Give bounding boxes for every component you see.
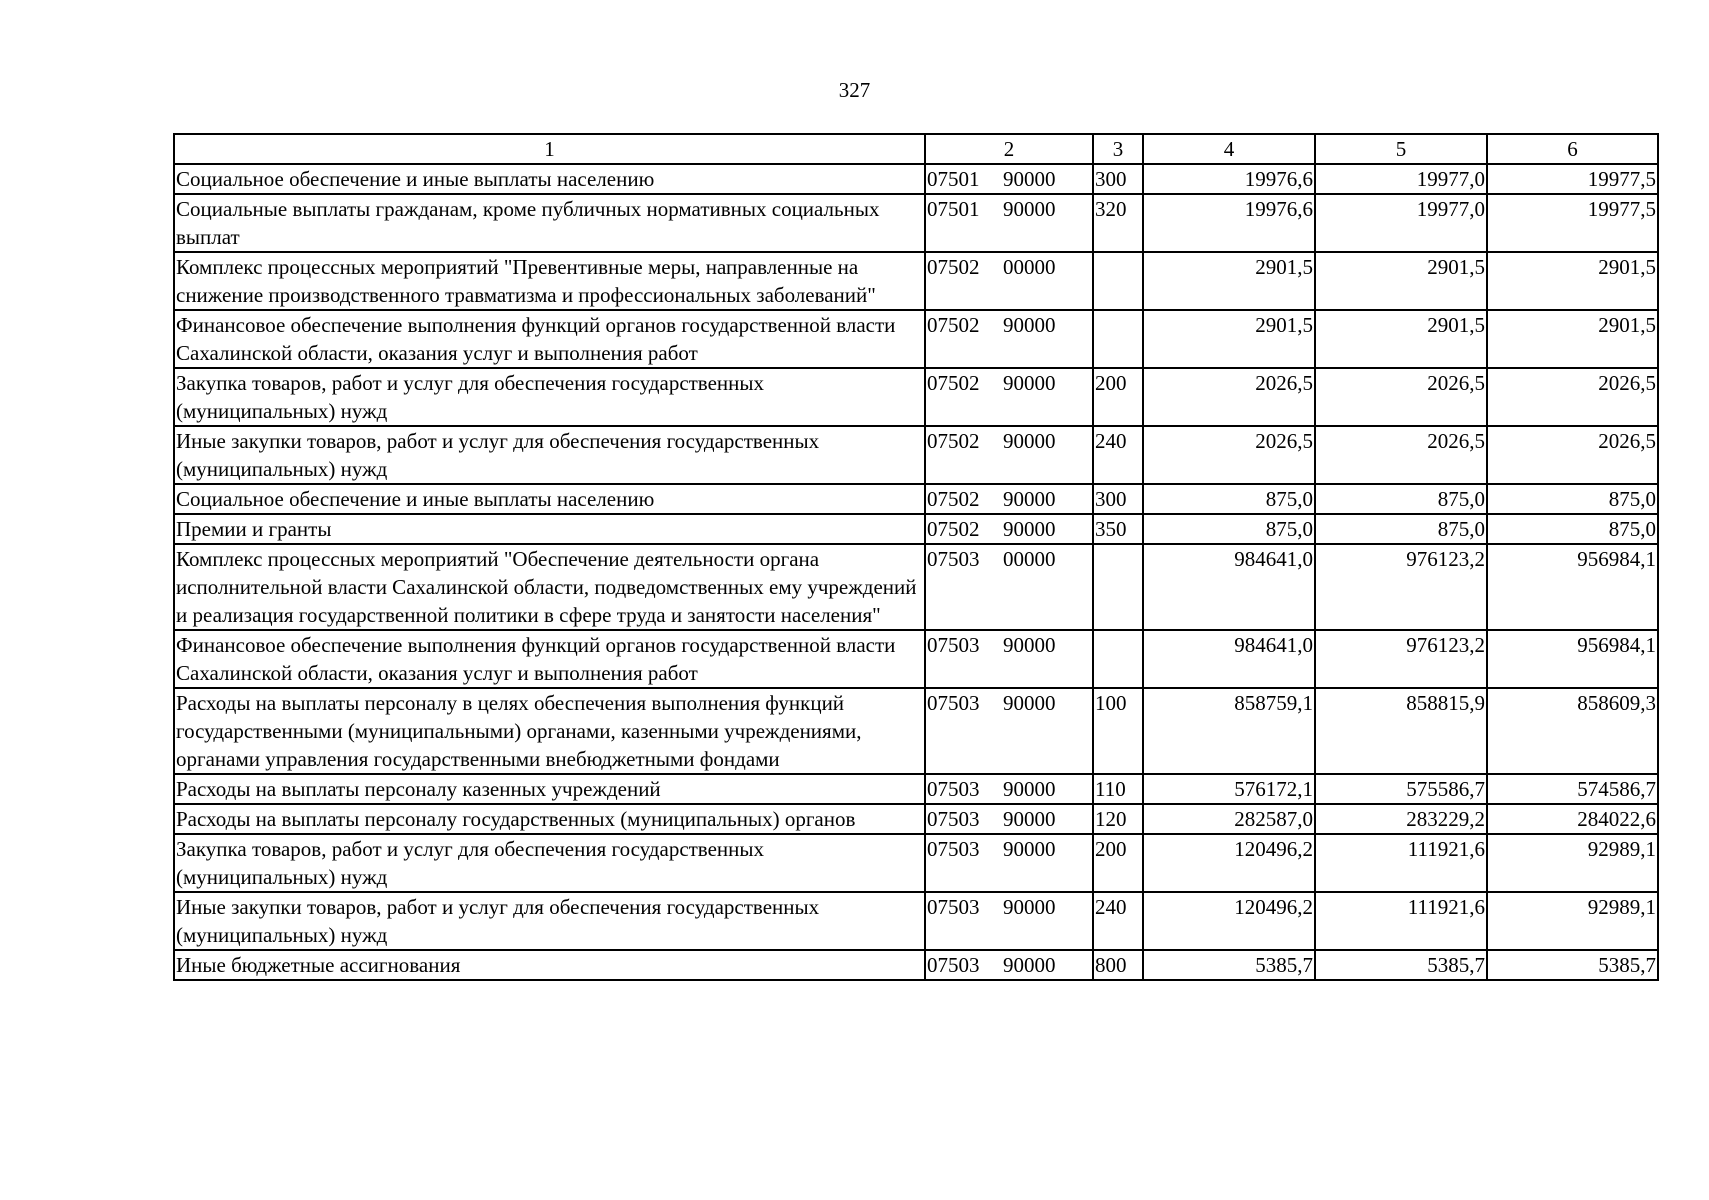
value-col6: 858609,3: [1487, 688, 1658, 774]
table-row: [174, 892, 1658, 950]
value-col5: 858815,9: [1315, 688, 1487, 774]
row-name: Финансовое обеспечение выполнения функций органов государственной власти Сахалинской области, оказания услуг и выполнения работ: [174, 310, 925, 368]
direction-code: 90000: [1003, 837, 1056, 861]
expense-type-code: [1093, 310, 1143, 368]
value-col4: 875,0: [1143, 514, 1315, 544]
column-header: 1: [174, 134, 925, 164]
table-row: [174, 630, 1658, 688]
row-name: Расходы на выплаты персоналу государственных (муниципальных) органов: [174, 804, 925, 834]
value-col5: 2026,5: [1315, 426, 1487, 484]
column-header: 4: [1143, 134, 1315, 164]
value-col5: 111921,6: [1315, 834, 1487, 892]
value-col6: 5385,7: [1487, 950, 1658, 980]
expense-type-code: 240: [1093, 426, 1143, 484]
value-col6: 2026,5: [1487, 426, 1658, 484]
row-name: Социальное обеспечение и иные выплаты населению: [174, 164, 925, 194]
table-row: [174, 834, 1658, 892]
row-name: Иные закупки товаров, работ и услуг для обеспечения государственных (муниципальных) нужд: [174, 892, 925, 950]
program-code: 07503: [927, 633, 980, 657]
direction-code: 00000: [1003, 547, 1056, 571]
value-col4: 875,0: [1143, 484, 1315, 514]
row-name: Комплекс процессных мероприятий "Обеспечение деятельности органа исполнительной власти Сахалинской области, подведомственных ему учреждений и реализация государственной политики в сфере труда и занятости населения": [174, 544, 925, 630]
table-row: [174, 426, 1658, 484]
row-code: [925, 688, 1093, 774]
direction-code: 90000: [1003, 517, 1056, 541]
program-code: 07501: [927, 197, 980, 221]
row-code: [925, 310, 1093, 368]
direction-code: 00000: [1003, 255, 1056, 279]
table-row: [174, 688, 1658, 774]
expense-type-code: 350: [1093, 514, 1143, 544]
program-code: 07502: [927, 429, 980, 453]
value-col4: 19976,6: [1143, 194, 1315, 252]
row-code: [925, 774, 1093, 804]
program-code: 07503: [927, 547, 980, 571]
table-row: [174, 774, 1658, 804]
header-row: [174, 134, 1658, 164]
direction-code: 90000: [1003, 371, 1056, 395]
value-col6: 956984,1: [1487, 544, 1658, 630]
row-name: Закупка товаров, работ и услуг для обеспечения государственных (муниципальных) нужд: [174, 834, 925, 892]
value-col4: 19976,6: [1143, 164, 1315, 194]
program-code: 07503: [927, 953, 980, 977]
row-code: [925, 514, 1093, 544]
expense-type-code: 200: [1093, 834, 1143, 892]
value-col6: 19977,5: [1487, 164, 1658, 194]
value-col4: 576172,1: [1143, 774, 1315, 804]
expense-type-code: [1093, 630, 1143, 688]
row-name: Комплекс процессных мероприятий "Превентивные меры, направленные на снижение производственного травматизма и профессиональных заболеваний": [174, 252, 925, 310]
direction-code: 90000: [1003, 197, 1056, 221]
value-col5: 111921,6: [1315, 892, 1487, 950]
row-code: [925, 252, 1093, 310]
expense-type-code: [1093, 544, 1143, 630]
table-row: [174, 164, 1658, 194]
column-header: 3: [1093, 134, 1143, 164]
program-code: 07502: [927, 313, 980, 337]
program-code: 07503: [927, 895, 980, 919]
value-col6: 92989,1: [1487, 892, 1658, 950]
table-row: [174, 514, 1658, 544]
value-col6: 875,0: [1487, 514, 1658, 544]
program-code: 07502: [927, 255, 980, 279]
direction-code: 90000: [1003, 633, 1056, 657]
program-code: 07501: [927, 167, 980, 191]
value-col6: 2901,5: [1487, 252, 1658, 310]
value-col6: 19977,5: [1487, 194, 1658, 252]
expense-type-code: 320: [1093, 194, 1143, 252]
value-col6: 875,0: [1487, 484, 1658, 514]
program-code: 07503: [927, 691, 980, 715]
row-name: Иные закупки товаров, работ и услуг для обеспечения государственных (муниципальных) нужд: [174, 426, 925, 484]
expense-type-code: 120: [1093, 804, 1143, 834]
value-col5: 976123,2: [1315, 630, 1487, 688]
value-col4: 2026,5: [1143, 426, 1315, 484]
program-code: 07502: [927, 371, 980, 395]
table-row: [174, 950, 1658, 980]
expense-type-code: 300: [1093, 164, 1143, 194]
value-col6: 2026,5: [1487, 368, 1658, 426]
value-col5: 2026,5: [1315, 368, 1487, 426]
expense-type-code: 800: [1093, 950, 1143, 980]
page-number: 327: [838, 78, 871, 102]
value-col4: 984641,0: [1143, 630, 1315, 688]
value-col5: 283229,2: [1315, 804, 1487, 834]
row-code: [925, 544, 1093, 630]
column-header: 6: [1487, 134, 1658, 164]
value-col5: 19977,0: [1315, 164, 1487, 194]
row-name: Социальные выплаты гражданам, кроме публичных нормативных социальных выплат: [174, 194, 925, 252]
direction-code: 90000: [1003, 895, 1056, 919]
direction-code: 90000: [1003, 953, 1056, 977]
value-col6: 956984,1: [1487, 630, 1658, 688]
direction-code: 90000: [1003, 313, 1056, 337]
table-row: [174, 310, 1658, 368]
direction-code: 90000: [1003, 777, 1056, 801]
column-header: 2: [925, 134, 1093, 164]
value-col4: 2901,5: [1143, 252, 1315, 310]
table-row: [174, 484, 1658, 514]
budget-table: [173, 133, 1659, 981]
row-name: Расходы на выплаты персоналу в целях обеспечения выполнения функций государственными (муниципальными) органами, казенными учреждениями, органами управления государственными внебюджетными фондами: [174, 688, 925, 774]
table-row: [174, 368, 1658, 426]
row-name: Социальное обеспечение и иные выплаты населению: [174, 484, 925, 514]
row-code: [925, 164, 1093, 194]
row-code: [925, 426, 1093, 484]
direction-code: 90000: [1003, 167, 1056, 191]
program-code: 07503: [927, 807, 980, 831]
expense-type-code: 200: [1093, 368, 1143, 426]
value-col4: 858759,1: [1143, 688, 1315, 774]
value-col5: 575586,7: [1315, 774, 1487, 804]
table-row: [174, 194, 1658, 252]
value-col4: 120496,2: [1143, 834, 1315, 892]
value-col6: 2901,5: [1487, 310, 1658, 368]
row-code: [925, 950, 1093, 980]
value-col5: 19977,0: [1315, 194, 1487, 252]
value-col6: 574586,7: [1487, 774, 1658, 804]
row-name: Премии и гранты: [174, 514, 925, 544]
value-col4: 5385,7: [1143, 950, 1315, 980]
row-code: [925, 194, 1093, 252]
value-col5: 875,0: [1315, 514, 1487, 544]
value-col5: 5385,7: [1315, 950, 1487, 980]
program-code: 07502: [927, 517, 980, 541]
direction-code: 90000: [1003, 807, 1056, 831]
table-row: [174, 544, 1658, 630]
value-col4: 282587,0: [1143, 804, 1315, 834]
table-row: [174, 252, 1658, 310]
row-name: Финансовое обеспечение выполнения функций органов государственной власти Сахалинской области, оказания услуг и выполнения работ: [174, 630, 925, 688]
value-col4: 2901,5: [1143, 310, 1315, 368]
table-row: [174, 804, 1658, 834]
row-code: [925, 892, 1093, 950]
value-col5: 875,0: [1315, 484, 1487, 514]
row-code: [925, 368, 1093, 426]
column-header: 5: [1315, 134, 1487, 164]
direction-code: 90000: [1003, 429, 1056, 453]
expense-type-code: 110: [1093, 774, 1143, 804]
value-col6: 284022,6: [1487, 804, 1658, 834]
expense-type-code: 240: [1093, 892, 1143, 950]
program-code: 07502: [927, 487, 980, 511]
row-code: [925, 630, 1093, 688]
value-col5: 976123,2: [1315, 544, 1487, 630]
value-col4: 2026,5: [1143, 368, 1315, 426]
value-col6: 92989,1: [1487, 834, 1658, 892]
row-name: Закупка товаров, работ и услуг для обеспечения государственных (муниципальных) нужд: [174, 368, 925, 426]
row-code: [925, 804, 1093, 834]
program-code: 07503: [927, 837, 980, 861]
direction-code: 90000: [1003, 487, 1056, 511]
program-code: 07503: [927, 777, 980, 801]
row-name: Иные бюджетные ассигнования: [174, 950, 925, 980]
row-name: Расходы на выплаты персоналу казенных учреждений: [174, 774, 925, 804]
row-code: [925, 484, 1093, 514]
row-code: [925, 834, 1093, 892]
value-col5: 2901,5: [1315, 310, 1487, 368]
value-col5: 2901,5: [1315, 252, 1487, 310]
direction-code: 90000: [1003, 691, 1056, 715]
expense-type-code: 300: [1093, 484, 1143, 514]
value-col4: 120496,2: [1143, 892, 1315, 950]
expense-type-code: [1093, 252, 1143, 310]
expense-type-code: 100: [1093, 688, 1143, 774]
value-col4: 984641,0: [1143, 544, 1315, 630]
